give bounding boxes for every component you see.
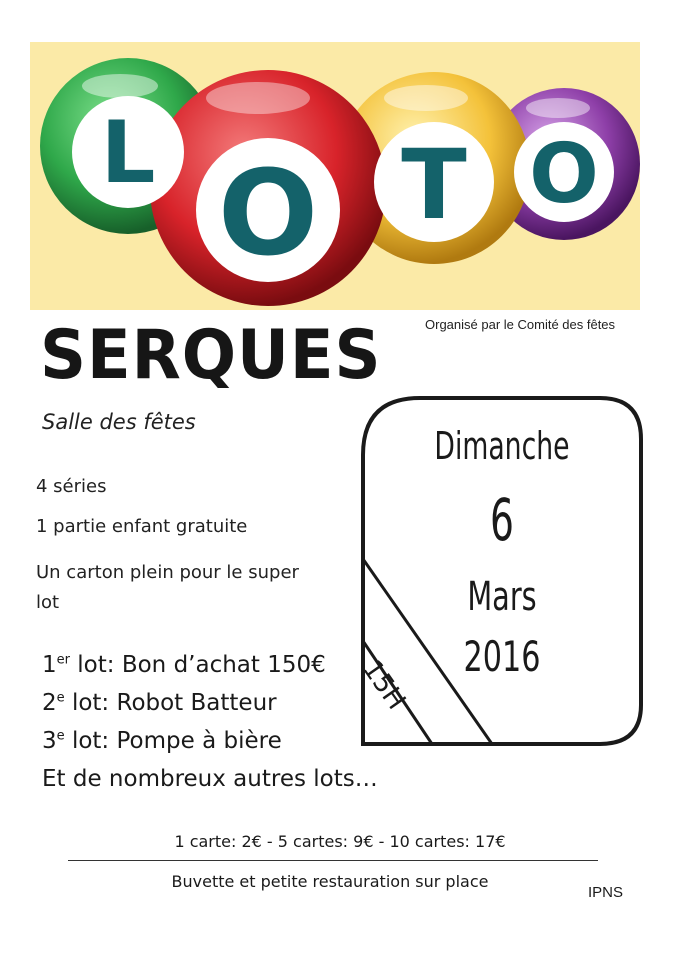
letter-o-small: O: [529, 127, 599, 222]
organizer-text: Organisé par le Comité des fêtes: [425, 317, 616, 332]
event-time: 15H: [356, 655, 412, 716]
ipns-label: IPNS: [588, 884, 624, 901]
prize-3: 3e lot: Pompe à bière: [42, 728, 282, 754]
info-series: 4 séries: [36, 476, 107, 497]
date-number: 6: [490, 486, 514, 554]
prize-1: 1er lot: Bon d’achat 150€: [42, 652, 326, 678]
letter-l: L: [100, 103, 156, 203]
loto-banner: [30, 42, 640, 310]
divider-line: [68, 860, 598, 861]
info-super-lot-line1: Un carton plein pour le super: [36, 562, 299, 583]
date-day: Dimanche: [434, 424, 570, 468]
venue-name: Salle des fêtes: [42, 410, 196, 434]
info-child-game: 1 partie enfant gratuite: [36, 516, 248, 537]
buvette-text: Buvette et petite restauration sur place: [171, 872, 489, 891]
letter-t: T: [401, 129, 467, 241]
town-name: SERQUES: [40, 316, 382, 395]
prize-more: Et de nombreux autres lots…: [42, 766, 378, 792]
card-prices: 1 carte: 2€ - 5 cartes: 9€ - 10 cartes: 17€: [174, 832, 506, 851]
prize-2: 2e lot: Robot Batteur: [42, 690, 277, 716]
info-super-lot-line2: lot: [36, 592, 60, 613]
date-month: Mars: [467, 574, 537, 620]
letter-o-large: O: [217, 144, 319, 282]
date-year: 2016: [463, 632, 541, 681]
loto-balls-illustration: [30, 42, 640, 310]
